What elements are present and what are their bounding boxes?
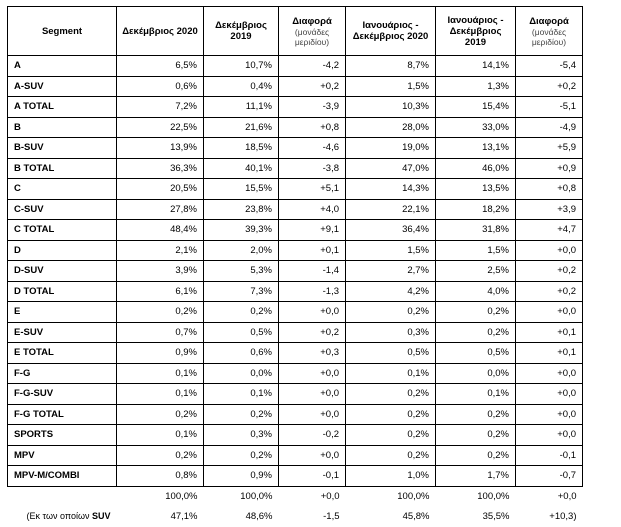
column-header-5 — [436, 7, 516, 56]
value-cell: 11,1% — [204, 97, 279, 118]
value-cell: 0,3% — [346, 322, 436, 343]
value-cell: +0,0 — [279, 404, 346, 425]
table-row — [8, 240, 583, 261]
value-cell: 0,1% — [117, 384, 204, 405]
value-cell: 1,5% — [346, 76, 436, 97]
value-cell: 21,6% — [204, 117, 279, 138]
value-cell: 0,9% — [204, 466, 279, 487]
segment-name-cell: F-G-SUV — [8, 384, 117, 405]
value-cell: 0,2% — [346, 425, 436, 446]
header-row — [8, 7, 583, 56]
table-row — [8, 179, 583, 200]
segment-name-cell: SPORTS — [8, 425, 117, 446]
value-cell: -5,4 — [516, 56, 583, 77]
value-cell: +0,0 — [516, 404, 583, 425]
segment-name-cell: MPV — [8, 445, 117, 466]
value-cell: -0,1 — [279, 466, 346, 487]
segment-name-cell: B — [8, 117, 117, 138]
value-cell: 23,8% — [204, 199, 279, 220]
value-cell: 1,5% — [436, 240, 516, 261]
value-cell: +0,0 — [279, 384, 346, 405]
value-cell: 4,0% — [436, 281, 516, 302]
value-cell: 39,3% — [204, 220, 279, 241]
value-cell: +0,8 — [279, 117, 346, 138]
table-row — [8, 425, 583, 446]
table-row — [8, 220, 583, 241]
total-value-cell: 100,0% — [165, 491, 198, 502]
segment-table-container — [7, 6, 583, 527]
column-header-4 — [346, 7, 436, 56]
value-cell: 46,0% — [436, 158, 516, 179]
value-cell: +0,3 — [279, 343, 346, 364]
value-cell: 0,8% — [117, 466, 204, 487]
table-row — [8, 322, 583, 343]
value-cell: +0,1 — [516, 322, 583, 343]
value-cell: 0,0% — [436, 363, 516, 384]
value-cell: 0,2% — [436, 322, 516, 343]
table-row — [8, 199, 583, 220]
suv-value-cell: 35,5% — [482, 511, 510, 522]
suv-value-cell: +10,3) — [549, 511, 577, 522]
value-cell: 36,4% — [346, 220, 436, 241]
value-cell: 2,1% — [117, 240, 204, 261]
value-cell: 0,2% — [436, 404, 516, 425]
table-row — [8, 343, 583, 364]
value-cell: 7,2% — [117, 97, 204, 118]
value-cell: 0,2% — [117, 404, 204, 425]
suv-value-cell: 48,6% — [245, 511, 273, 522]
value-cell: +5,9 — [516, 138, 583, 159]
value-cell: 0,2% — [117, 445, 204, 466]
value-cell: 0,2% — [204, 302, 279, 323]
value-cell: +0,0 — [516, 384, 583, 405]
value-cell: 10,3% — [346, 97, 436, 118]
value-cell: 22,1% — [346, 199, 436, 220]
total-value-cell: 100,0% — [240, 491, 273, 502]
value-cell: +9,1 — [279, 220, 346, 241]
table-row — [8, 138, 583, 159]
segment-name-cell: E TOTAL — [8, 343, 117, 364]
value-cell: 6,5% — [117, 56, 204, 77]
value-cell: 0,2% — [346, 404, 436, 425]
value-cell: 13,9% — [117, 138, 204, 159]
value-cell: 6,1% — [117, 281, 204, 302]
value-cell: -0,7 — [516, 466, 583, 487]
value-cell: 0,2% — [346, 384, 436, 405]
value-cell: 27,8% — [117, 199, 204, 220]
suv-value-cell: 47,1% — [170, 511, 198, 522]
value-cell: 4,2% — [346, 281, 436, 302]
value-cell: 18,5% — [204, 138, 279, 159]
suv-value-cell: -1,5 — [323, 511, 340, 522]
segment-name-cell: B-SUV — [8, 138, 117, 159]
value-cell: 2,5% — [436, 261, 516, 282]
table-header — [8, 7, 583, 56]
value-cell: +4,0 — [279, 199, 346, 220]
value-cell: 18,2% — [436, 199, 516, 220]
table-row — [8, 261, 583, 282]
total-value-cell: +0,0 — [320, 491, 340, 502]
column-header-title: Ιανουάριος - Δεκέμβριος 2020 — [352, 20, 429, 42]
value-cell: +0,0 — [279, 363, 346, 384]
value-cell: 48,4% — [117, 220, 204, 241]
column-header-2 — [204, 7, 279, 56]
segment-name-cell: B TOTAL — [8, 158, 117, 179]
column-header-title: Διαφορά — [529, 15, 569, 27]
value-cell: 10,7% — [204, 56, 279, 77]
column-header-title: Δεκέμβριος 2019 — [215, 20, 267, 42]
value-cell: -4,2 — [279, 56, 346, 77]
value-cell: 28,0% — [346, 117, 436, 138]
value-cell: 33,0% — [436, 117, 516, 138]
segment-name-cell: A TOTAL — [8, 97, 117, 118]
value-cell: 22,5% — [117, 117, 204, 138]
column-header-6 — [516, 7, 583, 56]
value-cell: 0,2% — [346, 302, 436, 323]
segment-name-cell: C — [8, 179, 117, 200]
value-cell: 0,5% — [204, 322, 279, 343]
segment-name-cell: C-SUV — [8, 199, 117, 220]
table-row — [8, 445, 583, 466]
value-cell: 1,5% — [346, 240, 436, 261]
value-cell: 1,0% — [346, 466, 436, 487]
value-cell: -4,6 — [279, 138, 346, 159]
value-cell: +5,1 — [279, 179, 346, 200]
value-cell: 0,4% — [204, 76, 279, 97]
value-cell: 0,9% — [117, 343, 204, 364]
value-cell: +0,2 — [516, 281, 583, 302]
suv-value-cell: 45,8% — [402, 511, 430, 522]
value-cell: +0,2 — [516, 261, 583, 282]
column-header-3 — [279, 7, 346, 56]
value-cell: +0,1 — [516, 343, 583, 364]
value-cell: +3,9 — [516, 199, 583, 220]
value-cell: +0,0 — [279, 302, 346, 323]
value-cell: 15,4% — [436, 97, 516, 118]
value-cell: 14,1% — [436, 56, 516, 77]
value-cell: +4,7 — [516, 220, 583, 241]
value-cell: -0,2 — [279, 425, 346, 446]
value-cell: +0,8 — [516, 179, 583, 200]
column-header-1 — [117, 7, 204, 56]
table-row — [8, 56, 583, 77]
value-cell: 0,2% — [204, 445, 279, 466]
value-cell: +0,0 — [516, 363, 583, 384]
value-cell: 1,7% — [436, 466, 516, 487]
value-cell: 14,3% — [346, 179, 436, 200]
value-cell: 0,5% — [436, 343, 516, 364]
value-cell: -4,9 — [516, 117, 583, 138]
total-value-cell: 100,0% — [477, 491, 510, 502]
value-cell: 20,5% — [117, 179, 204, 200]
value-cell: +0,9 — [516, 158, 583, 179]
value-cell: 0,2% — [346, 445, 436, 466]
total-value-cell: +0,0 — [557, 491, 577, 502]
segment-name-cell: D-SUV — [8, 261, 117, 282]
value-cell: 47,0% — [346, 158, 436, 179]
table-row — [8, 97, 583, 118]
value-cell: 0,1% — [117, 425, 204, 446]
table-row — [8, 466, 583, 487]
value-cell: 0,5% — [346, 343, 436, 364]
value-cell: 13,1% — [436, 138, 516, 159]
value-cell: 0,6% — [204, 343, 279, 364]
column-header-0 — [8, 7, 117, 56]
suv-share-row — [8, 507, 583, 527]
suv-label-prefix: (Εκ των οποίων — [26, 511, 92, 521]
segment-name-cell: C TOTAL — [8, 220, 117, 241]
table-row — [8, 158, 583, 179]
value-cell: 3,9% — [117, 261, 204, 282]
value-cell: +0,2 — [279, 76, 346, 97]
value-cell: 31,8% — [436, 220, 516, 241]
value-cell: 0,2% — [436, 302, 516, 323]
value-cell: 2,0% — [204, 240, 279, 261]
value-cell: 0,1% — [346, 363, 436, 384]
column-header-title: Ιανουάριος - Δεκέμβριος 2019 — [447, 14, 504, 48]
column-header-subtitle: (μονάδες μεριδίου) — [531, 26, 567, 47]
segment-name-cell: A-SUV — [8, 76, 117, 97]
value-cell: 5,3% — [204, 261, 279, 282]
value-cell: 0,1% — [117, 363, 204, 384]
value-cell: 0,2% — [436, 445, 516, 466]
value-cell: +0,0 — [516, 302, 583, 323]
table-row — [8, 404, 583, 425]
table-row — [8, 384, 583, 405]
value-cell: 2,7% — [346, 261, 436, 282]
segment-name-cell: MPV-M/COMBI — [8, 466, 117, 487]
value-cell: -0,1 — [516, 445, 583, 466]
value-cell: 7,3% — [204, 281, 279, 302]
value-cell: +0,2 — [279, 322, 346, 343]
total-value-cell: 100,0% — [397, 491, 430, 502]
value-cell: 40,1% — [204, 158, 279, 179]
value-cell: +0,0 — [279, 445, 346, 466]
segment-name-cell: D TOTAL — [8, 281, 117, 302]
segment-share-table — [7, 6, 583, 527]
value-cell: +0,2 — [516, 76, 583, 97]
value-cell: -3,9 — [279, 97, 346, 118]
value-cell: -5,1 — [516, 97, 583, 118]
value-cell: 0,2% — [436, 425, 516, 446]
value-cell: +0,0 — [516, 425, 583, 446]
suv-label-cell — [8, 507, 117, 527]
value-cell: 0,2% — [117, 302, 204, 323]
total-label-cell — [8, 486, 117, 507]
value-cell: 0,1% — [436, 384, 516, 405]
table-row — [8, 302, 583, 323]
table-row — [8, 363, 583, 384]
value-cell: 36,3% — [117, 158, 204, 179]
table-body — [8, 56, 583, 527]
value-cell: 1,3% — [436, 76, 516, 97]
value-cell: -3,8 — [279, 158, 346, 179]
column-header-title: Δεκέμβριος 2020 — [122, 25, 198, 37]
column-header-title: Segment — [41, 25, 83, 37]
total-row — [8, 486, 583, 507]
value-cell: 0,7% — [117, 322, 204, 343]
value-cell: 15,5% — [204, 179, 279, 200]
table-row — [8, 281, 583, 302]
segment-name-cell: F-G TOTAL — [8, 404, 117, 425]
value-cell: +0,0 — [516, 240, 583, 261]
table-row — [8, 117, 583, 138]
column-header-title: Διαφορά — [292, 15, 332, 27]
value-cell: 0,0% — [204, 363, 279, 384]
value-cell: 0,6% — [117, 76, 204, 97]
segment-name-cell: A — [8, 56, 117, 77]
segment-name-cell: E — [8, 302, 117, 323]
value-cell: +0,1 — [279, 240, 346, 261]
value-cell: 13,5% — [436, 179, 516, 200]
value-cell: -1,4 — [279, 261, 346, 282]
value-cell: 8,7% — [346, 56, 436, 77]
segment-name-cell: E-SUV — [8, 322, 117, 343]
value-cell: -1,3 — [279, 281, 346, 302]
suv-label-bold: SUV — [91, 511, 111, 521]
segment-name-cell: F-G — [8, 363, 117, 384]
table-row — [8, 76, 583, 97]
value-cell: 19,0% — [346, 138, 436, 159]
value-cell: 0,3% — [204, 425, 279, 446]
value-cell: 0,2% — [204, 404, 279, 425]
value-cell: 0,1% — [204, 384, 279, 405]
column-header-subtitle: (μονάδες μεριδίου) — [294, 26, 330, 47]
segment-name-cell: D — [8, 240, 117, 261]
